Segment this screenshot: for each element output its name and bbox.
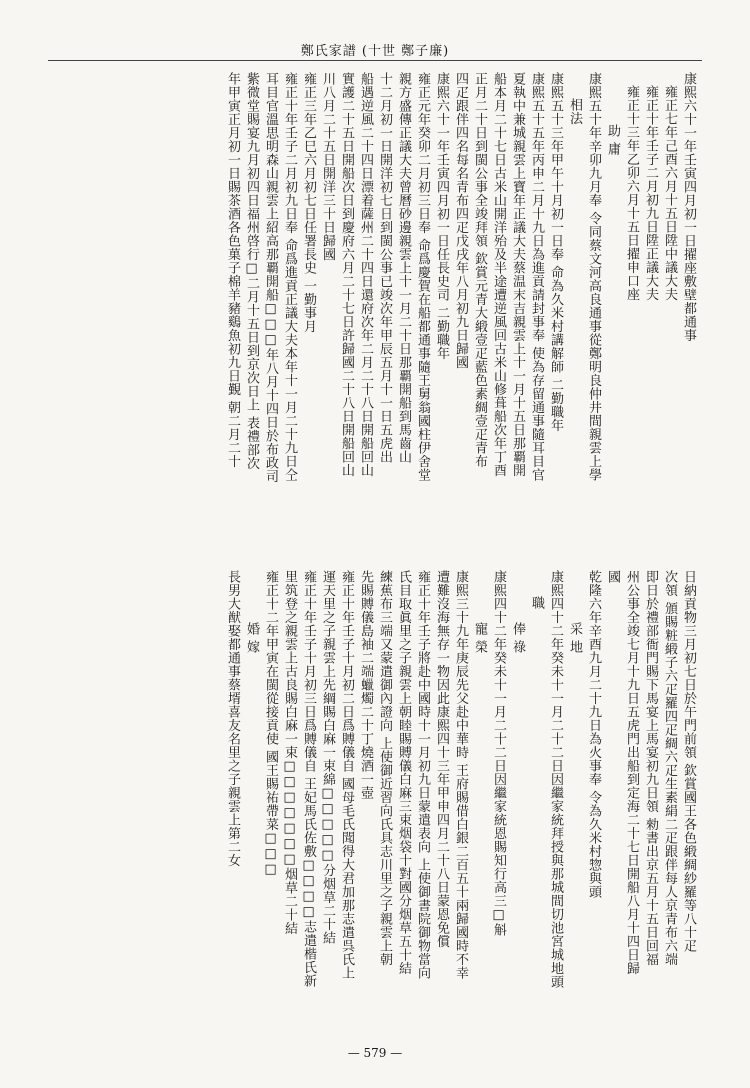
text-line: 雍正十二年甲寅在閩從接貢使 國王賜祐帶菜□□□ [263, 570, 278, 878]
text-line: 寵 榮 [472, 622, 487, 654]
text-line: 運天里之子親雲上先綱賜白麻一束綿□□□□□分烟草二十結 [320, 570, 335, 945]
header-rule [48, 60, 702, 61]
text-line: 康熙五十年辛卯九月奉 令同蔡文河高良通事從鄭明良仲井間親雲上學 [586, 72, 601, 482]
text-line: 先賜賻儀島袖二端蠟燭二十丁燒酒一壺 [358, 570, 373, 800]
text-line: 即日於禮部衙門賜下馬宴上馬宴初九日領 勑書出京五月十五日回福 [643, 570, 658, 967]
text-line: 康熙四十二年癸未十一月二十二日因繼家統拜授與那城間切池宮城地頭 [548, 570, 563, 989]
text-line: 康熙三十九年庚辰先父赴中華時 王府賜借白銀二百五十兩歸國時不幸 [453, 570, 468, 980]
text-line: 雍正十年壬子二月初九日陞正議大夫 [643, 85, 658, 301]
text-line: 紫微堂賜宴九月初四日福州啓行□二月十五日到京次日上 表禮部次 [244, 72, 259, 471]
text-line: 船本月二十七日古米山開洋殆及半途遭逆風回古米山修葺船次年丁酉 [491, 72, 506, 477]
text-line: 四疋跟伴四名每名青布四疋戊戌年八月初九日歸國 [453, 72, 468, 369]
text-line: 十二月初一日開洋初七日到閩公事已竣次年甲辰五月十一日五虎出 [377, 72, 392, 464]
text-line: 俸 祿 [510, 622, 525, 654]
text-line: 練蕉布三端又蒙遣御內證向 上使御近習向氏具志川里之子親雲上朝 [377, 570, 392, 967]
text-line: 里筑登之親雲上古良賜白麻一束□□□□□□□烟草二十結 [282, 570, 297, 935]
page-header: 鄭氏家譜 (十世 鄭子廉) [300, 44, 450, 59]
text-line: 州公事全竣七月十九日五虎門出船到定海二十七日開船八月十四日歸 [624, 570, 639, 975]
text-line: 年甲寅正月初一日賜茶酒各色菓子棉羊豬鷄魚初九日覲 朝二月二十 [225, 72, 240, 469]
text-line: 雍正元年癸卯二月初三日奉 命爲慶賀在船都通事隨王舅翁國柱伊舍堂 [415, 72, 430, 482]
text-line: 康熙六十一年壬寅四月初一日任長史司 二勤職年 [434, 72, 449, 361]
text-line: 國 [605, 570, 620, 584]
text-line: 相法 [567, 98, 582, 125]
text-line: 助 庸 [605, 124, 620, 156]
text-line: 雍正十年壬子將赴中國時十一月初九日蒙遣表向 上使御書院御物當向 [415, 570, 430, 980]
text-line: 婚 嫁 [244, 622, 259, 654]
text-line: 康熙六十一年壬寅四月初一日擢座敷壁都通事 [681, 72, 696, 342]
text-line: 親方盛傳正議大夫曾曆砂邊親雲上十一月二十日那覇開船到馬齒山 [396, 72, 411, 464]
text-line: 氏目取眞里之子親雲上朝睦賜賻儀白麻三束烟袋十對國分烟草五十結 [396, 570, 411, 975]
text-line: 雍正三年乙巳六月初七日任署長史 一勤事月 [301, 72, 316, 334]
text-line: 康熙四十二年癸未十一月二十二日因繼家統恩賜知行高三□斛 [491, 570, 506, 937]
text-block-top [38, 72, 698, 552]
text-line: 康熙五十三年甲午十月初一日奉 命為久米村講解師 二勤職年 [548, 72, 563, 433]
text-line: 采 地 [567, 622, 582, 654]
text-line: 雍正十年壬子二月初九日奉 命爲進貢正議大夫本年十一月二十九日仝 [282, 72, 297, 482]
text-line: 職 [529, 596, 544, 610]
text-line: 實護二十五日開船次日到慶府六月二十七日許歸國二十八日開船回山 [339, 72, 354, 477]
text-line: 雍正十三年乙卯六月十五日擢申口座 [624, 85, 639, 301]
text-line: 船遇逆風二十四日漂着薩州二十四日還府次年二月二十八日開船回山 [358, 72, 373, 477]
page-number: — 579 — [347, 1046, 403, 1060]
text-line: 雍正十年壬子十月初三日爲賻儀自 王妃馬氏佐敷□□□□志遣楷氏新 [301, 570, 316, 988]
text-line: 川八月二十五日開洋三十日歸國 [320, 72, 335, 261]
text-line: 遭難沒海無存一物因此康熙四十三年甲申四月二十八日蒙恩免償 [434, 570, 449, 948]
text-line: 雍正七年己酉六月十五日陞中議大夫 [662, 85, 677, 301]
text-line: 夏執中兼城親雲上寶年正議大夫蔡温末吉親雲上十一月十五日那覇開 [510, 72, 525, 477]
text-line: 康熙五十五年丙申二月十九日為進貢請封事奉 使為存留通事隨耳目官 [529, 72, 544, 482]
text-line: 耳目官溫思明森山親雲上紹高那覇開船□□□年八月十四日於布政司 [263, 72, 278, 483]
text-line: 日納貢物三月初七日於午門前領 欽賞國王各色緞綢紗羅等八十疋 [681, 570, 696, 953]
text-block-bottom [38, 570, 698, 1040]
text-line: 長男大猷娶都通事蔡壻喜友名里之子親雲上第二女 [225, 570, 240, 867]
text-line: 乾隆六年辛酉九月二十九日為火事奉 令為久米村惣與頭 [586, 570, 601, 899]
text-line: 次領 頒賜粧緞子六疋羅四疋綢六疋生素絹二疋跟伴每人京青布六端 [662, 570, 677, 967]
text-line: 雍正十年壬子十月初二日爲賻儀自 國母毛氏聞得大君加那志遣呉氏上 [339, 570, 354, 980]
text-line: 正月二十日到閩公事全竣拜領 欽賞元青大緞壹疋藍色素綢壹疋青布 [472, 72, 487, 469]
